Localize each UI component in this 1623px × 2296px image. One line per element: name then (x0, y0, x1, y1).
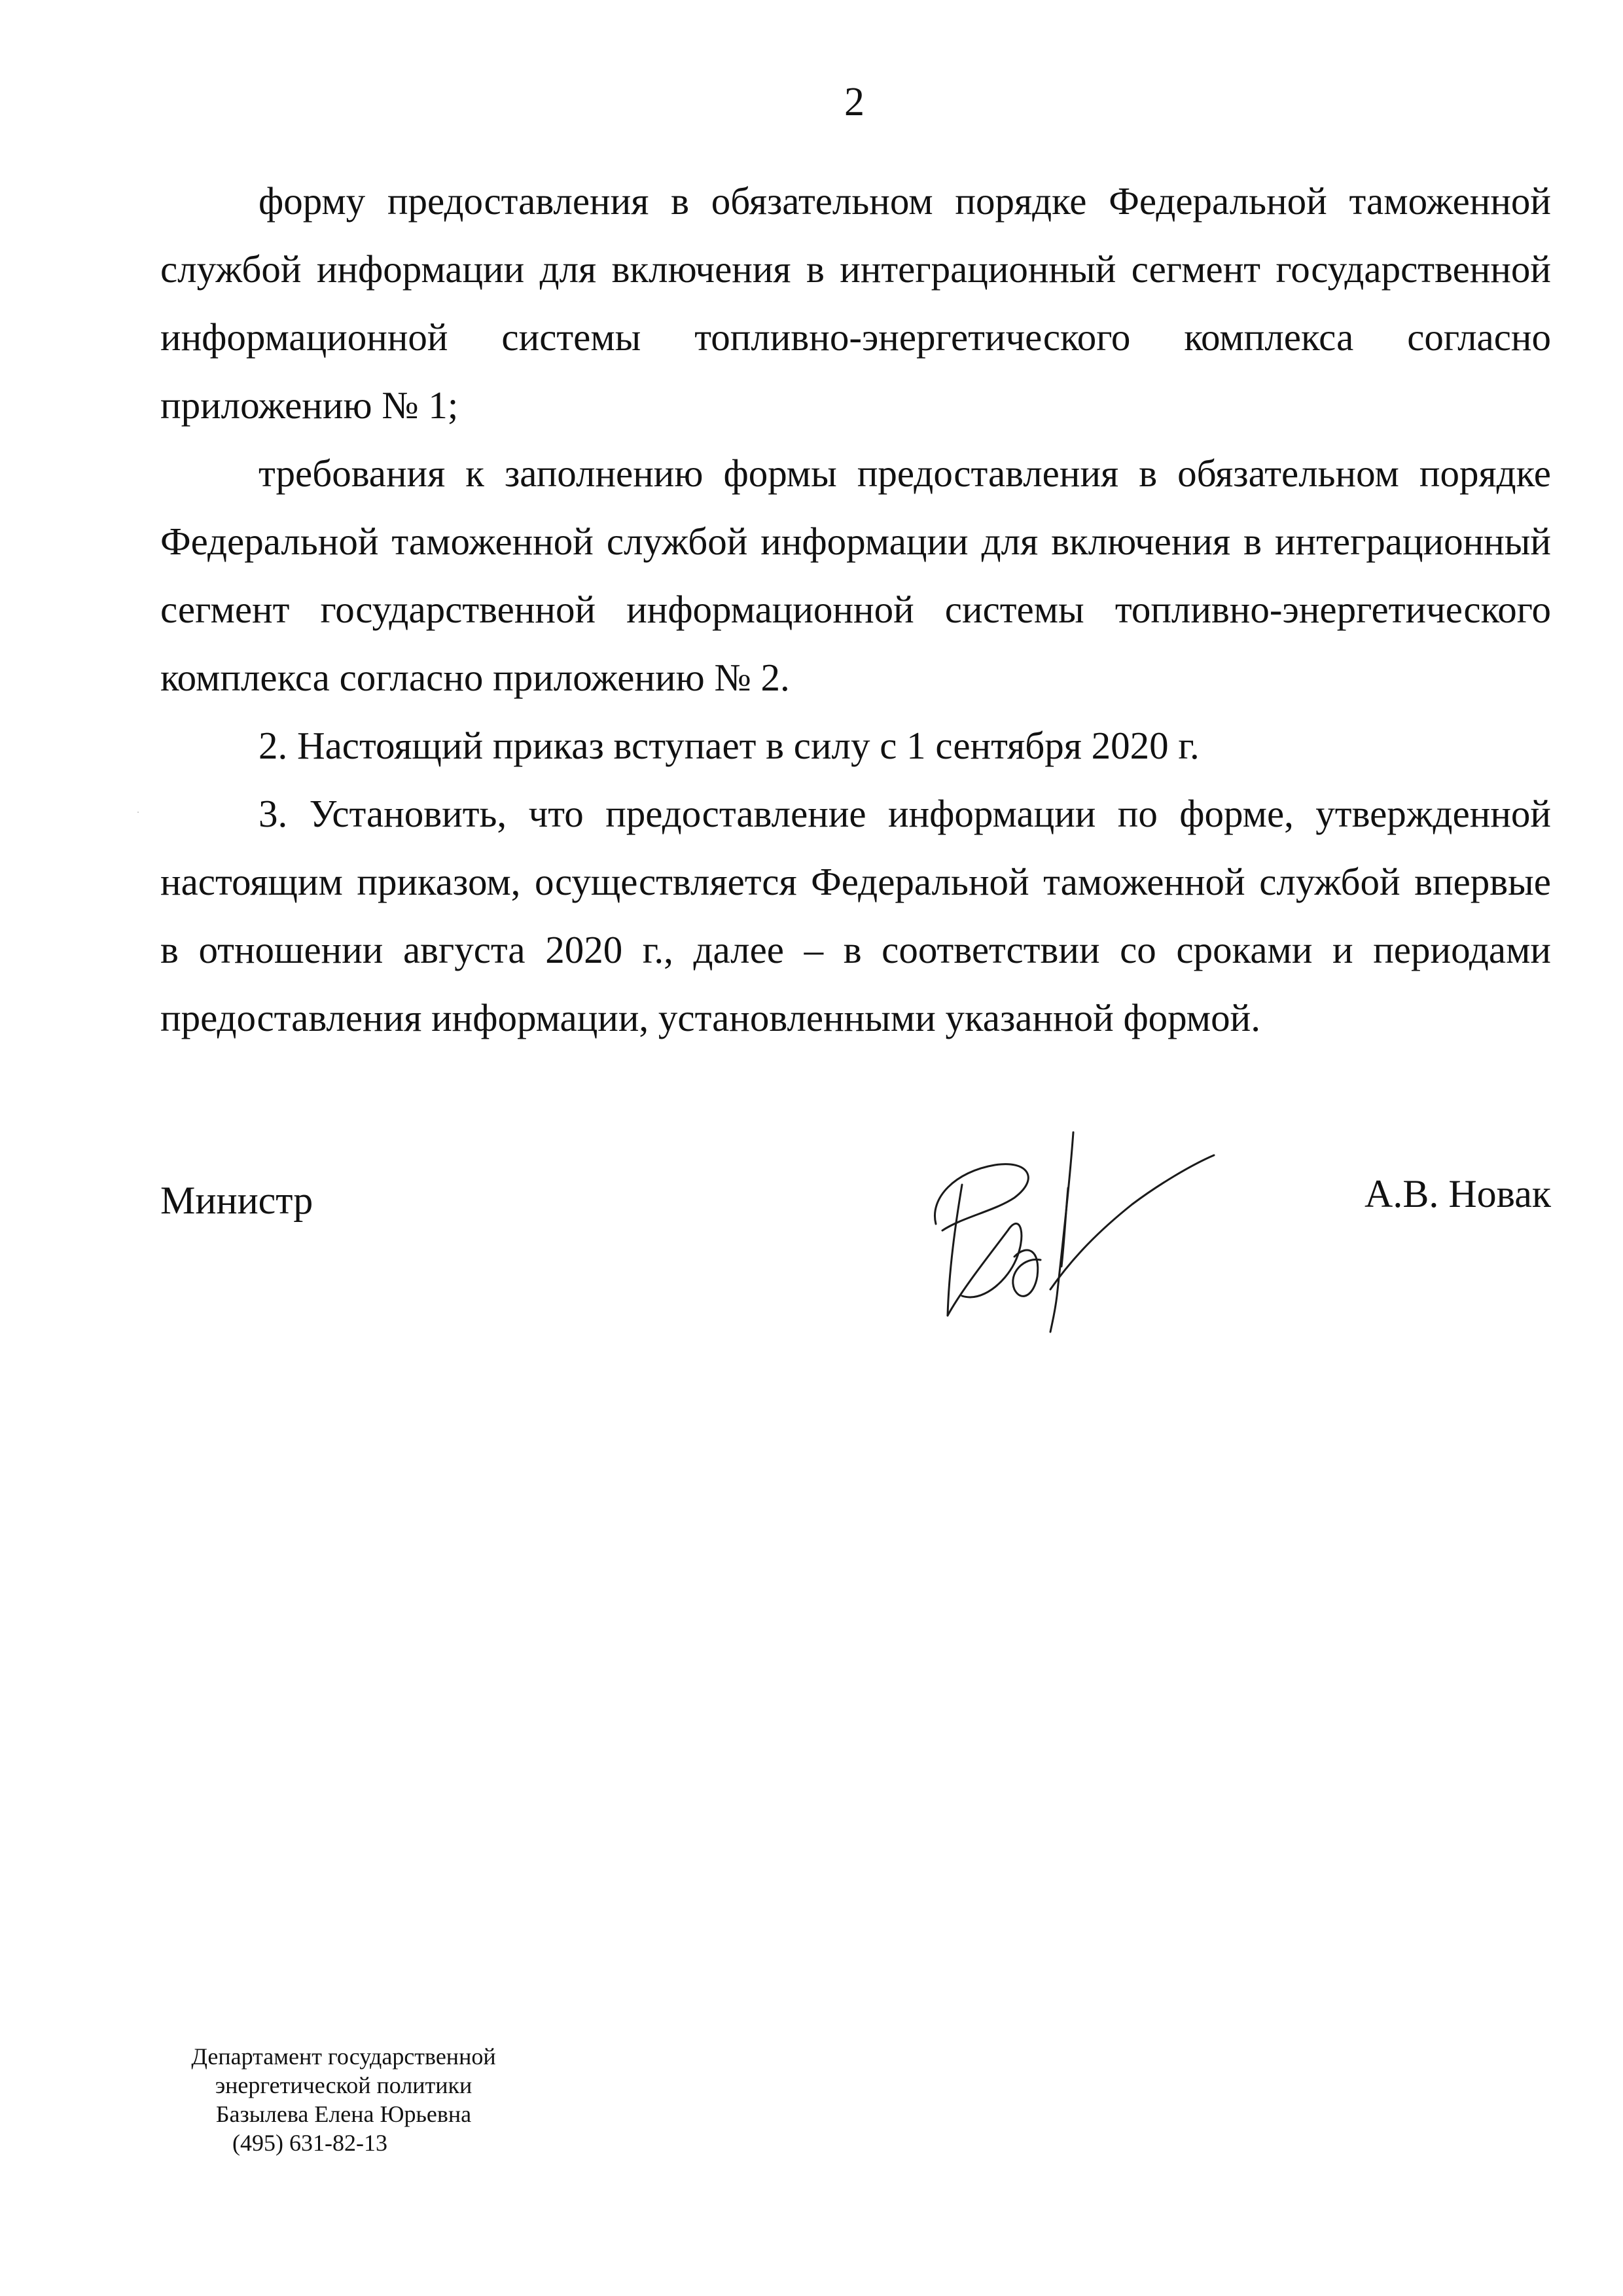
handwritten-signature (916, 1126, 1217, 1335)
paragraph-form: форму предоставления в обязательном порядке Федеральной таможенной службой информации для включения в интеграционный сегмент государственной информационной системы топливно-энергетического комплекса согласно приложению № 1; (160, 179, 1551, 427)
executor-info (173, 2042, 514, 2157)
executor-department-line2: энергетической политики (215, 2072, 473, 2098)
scan-speck (137, 812, 139, 813)
order-body (160, 167, 1551, 439)
executor-phone: (495) 631-82-13 (232, 2130, 387, 2156)
order-body-2 (160, 439, 1551, 711)
paragraph-requirements: требования к заполнению формы предоставления в обязательном порядке Федеральной таможенной службой информации для включения в интеграционный сегмент государственной информационной системы топливно-энергетического комплекса согласно приложению № 2. (160, 452, 1551, 699)
signature-block (160, 1165, 1551, 1361)
signer-name: А.В. Новак (1364, 1172, 1551, 1215)
executor-department-line1: Департамент государственной (191, 2043, 496, 2070)
executor-name: Базылева Елена Юрьевна (215, 2101, 472, 2127)
order-body-4 (160, 780, 1551, 1052)
signer-position: Министр (160, 1179, 313, 1222)
order-body-3 (160, 711, 1551, 780)
paragraph-first-submission: 3. Установить, что предоставление информации по форме, утвержденной настоящим приказом, осуществляется Федеральной таможенной службой впервые в отношении августа 2020 г., далее – в соответствии со сроками и периодами предоставления информации, установленными указанной формой. (160, 792, 1551, 1039)
paragraph-effective-date: 2. Настоящий приказ вступает в силу с 1 сентября 2020 г. (259, 724, 1200, 767)
page-number: 2 (844, 80, 865, 124)
